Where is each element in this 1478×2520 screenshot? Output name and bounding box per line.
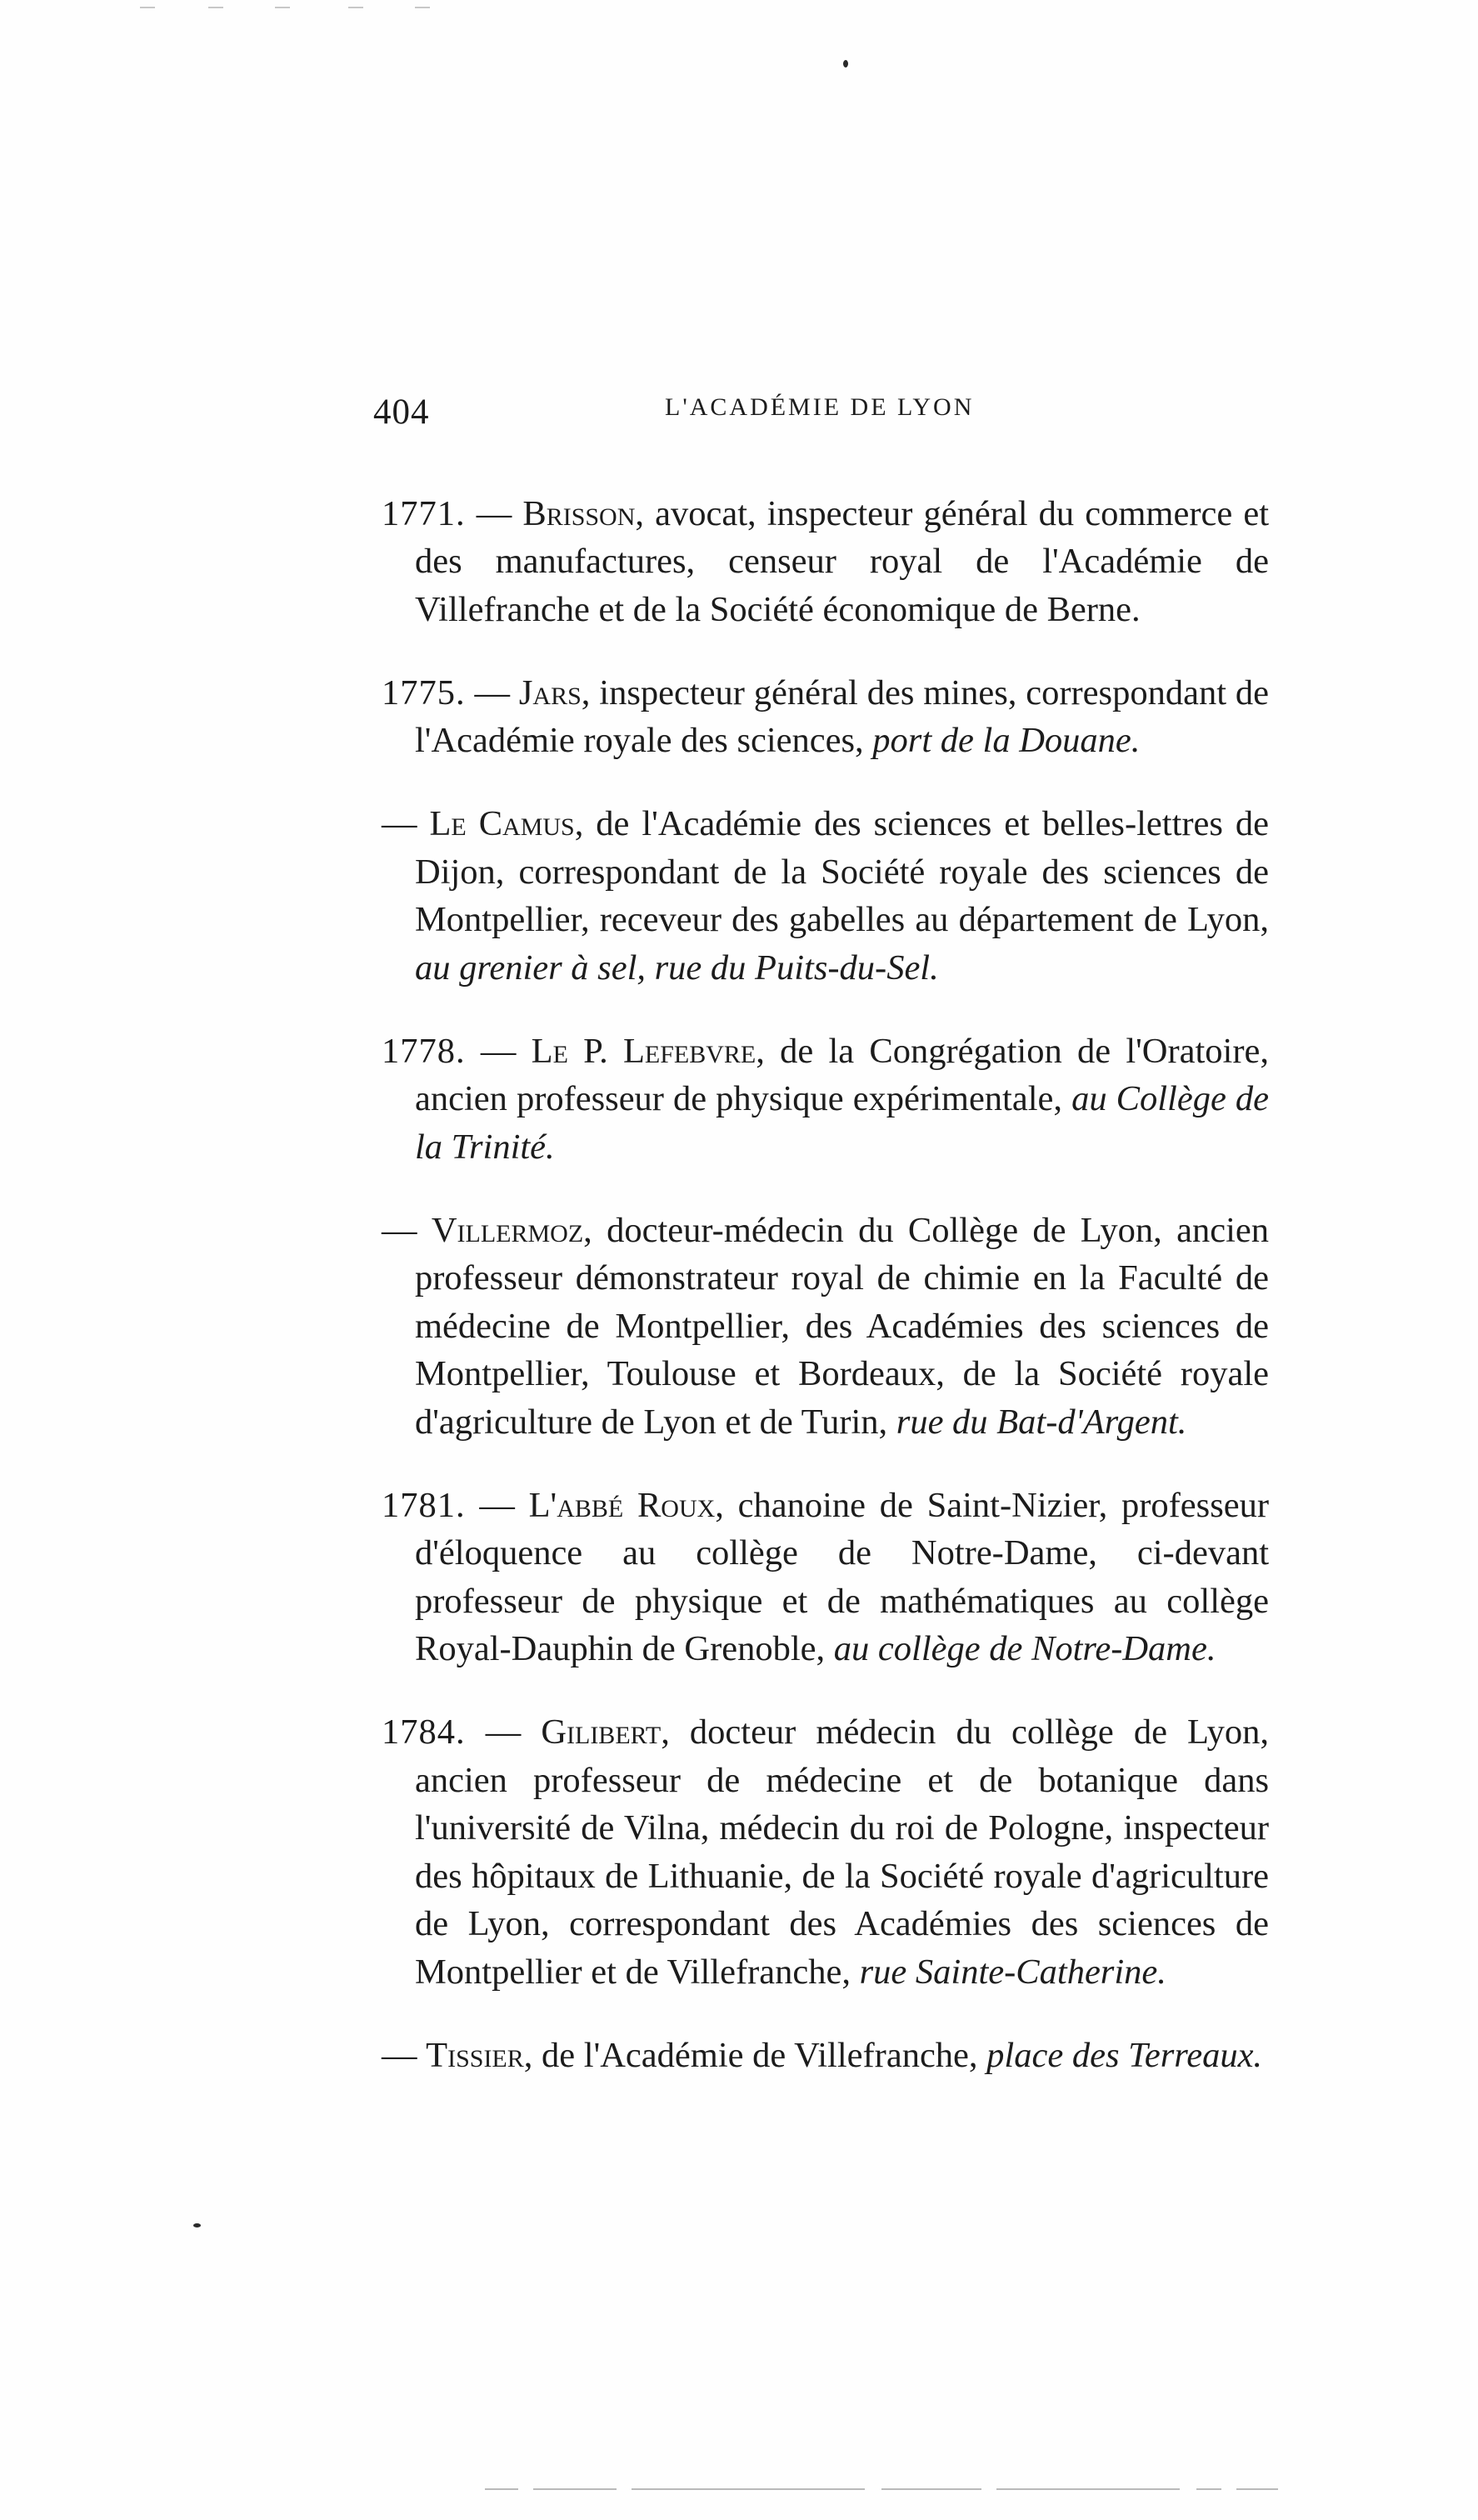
- entry-dash: —: [479, 1485, 515, 1525]
- entry-dash: —: [474, 672, 510, 712]
- scan-artifact: [485, 2488, 518, 2490]
- scan-artifact: [632, 2488, 865, 2490]
- member-list: [382, 454, 1269, 2090]
- entry-dash: —: [382, 804, 417, 843]
- entry-address: rue du Bat-d'Argent.: [896, 1402, 1187, 1442]
- list-item: [382, 1207, 1269, 1447]
- scan-artifact: [1196, 2488, 1221, 2490]
- scan-artifact: [208, 7, 223, 8]
- entry-description: , inspecteur général des mines, correspondant de l'Académie royale des sciences,: [415, 672, 1269, 760]
- entry-description: , de l'Académie des sciences et belles-lettres de Dijon, correspondant de la Société royale des sciences de Montpellier, receveur des gabelles au département de Lyon,: [415, 804, 1270, 939]
- ink-speck: [193, 2223, 201, 2228]
- page-number: 404: [373, 392, 430, 432]
- entry-address: au grenier à sel, rue du Puits-du-Sel.: [415, 948, 939, 988]
- member-name: Tissier: [426, 2035, 524, 2075]
- entry-dash: —: [382, 2035, 417, 2075]
- entry-description: , docteur-médecin du Collège de Lyon, ancien professeur démonstrateur royal de chimie en la Faculté de médecine de Montpellier, des Académies des sciences de Montpellier, Toulouse et Bordeaux, de la Société royale d'agriculture de Lyon et de Turin,: [415, 1210, 1270, 1442]
- entry-dash: —: [480, 1031, 517, 1071]
- list-item: [382, 1482, 1269, 1673]
- member-name: Jars: [518, 672, 582, 712]
- entry-description: , de l'Académie de Villefranche,: [523, 2035, 987, 2075]
- list-item: [382, 490, 1269, 634]
- entry-description: , docteur médecin du collège de Lyon, ancien professeur de médecine et de botanique dans l'université de Vilna, médecin du roi de Pologne, inspecteur des hôpitaux de Lithuanie, de la Société royale d'agriculture de Lyon, correspondant des Académies des sciences de Montpellier et de Villefranche,: [415, 1712, 1270, 1992]
- scan-artifact: [275, 7, 290, 8]
- ink-speck: [843, 60, 848, 68]
- member-name: L'abbé Roux: [528, 1485, 716, 1525]
- entry-description: , avocat, inspecteur général du commerce et des manufactures, censeur royal de l'Académie de Villefranche et de la Société économique de Berne.: [415, 493, 1270, 629]
- entry-address: port de la Douane.: [872, 721, 1141, 760]
- scan-artifact: [881, 2488, 981, 2490]
- scan-artifact: [415, 7, 430, 8]
- list-item: [382, 2032, 1269, 2080]
- entry-year: 1781.: [382, 1485, 466, 1525]
- scan-artifact: [1236, 2488, 1278, 2490]
- entry-address: rue Sainte-Catherine.: [859, 1952, 1166, 1992]
- scan-artifact: [996, 2488, 1180, 2490]
- member-name: Brisson: [522, 493, 636, 533]
- entry-address: au collège de Notre-Dame.: [833, 1629, 1216, 1668]
- member-name: Le Camus: [429, 804, 575, 843]
- page-header: [373, 392, 1269, 442]
- entry-year: 1775.: [382, 672, 466, 712]
- scan-artifact: [140, 7, 155, 8]
- entry-address: place des Terreaux.: [986, 2035, 1263, 2075]
- entry-year: 1771.: [382, 493, 466, 533]
- list-item: [382, 669, 1269, 765]
- list-item: [382, 1708, 1269, 1996]
- entry-dash: —: [485, 1712, 522, 1752]
- member-name: Villermoz: [431, 1210, 584, 1250]
- running-head: L'ACADÉMIE DE LYON: [665, 393, 975, 421]
- member-name: Le P. Lefebvre: [531, 1031, 756, 1071]
- list-item: [382, 800, 1269, 992]
- list-item: [382, 1028, 1269, 1172]
- entry-dash: —: [382, 1210, 417, 1250]
- entry-dash: —: [476, 493, 512, 533]
- member-name: Gilibert: [541, 1712, 662, 1752]
- entry-address: au Collège de la Trinité.: [415, 1079, 1269, 1167]
- entry-description: , chanoine de Saint-Nizier, professeur d'éloquence au collège de Notre-Dame, ci-devant professeur de physique et de mathématiques au collège Royal-Dauphin de Grenoble,: [415, 1485, 1269, 1668]
- scan-artifact: [533, 2488, 617, 2490]
- entry-year: 1778.: [382, 1031, 466, 1071]
- scan-artifact: [348, 7, 363, 8]
- entry-year: 1784.: [382, 1712, 466, 1752]
- entry-description: , de la Congrégation de l'Oratoire, ancien professeur de physique expérimentale,: [415, 1031, 1269, 1118]
